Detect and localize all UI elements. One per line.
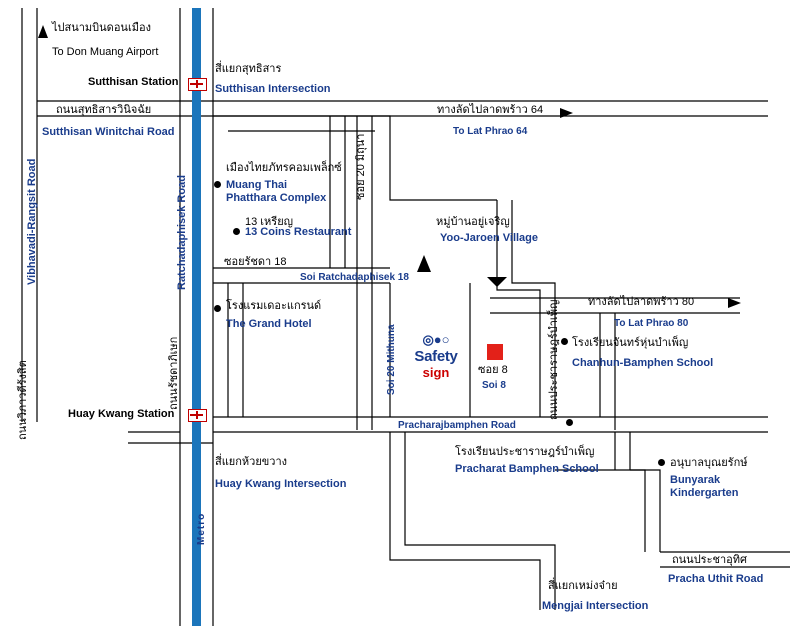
logo-text-safety: Safety — [414, 348, 458, 365]
direction-lat-phrao-80-en: To Lat Phrao 80 — [614, 318, 689, 329]
intersection-mengjai-en: Mengjai Intersection — [542, 600, 649, 612]
station-label-huay-kwang: Huay Kwang Station — [68, 408, 175, 420]
station-marker-huay-kwang — [188, 409, 207, 422]
road-pracharatbamphen-vertical-th: ถนนประชาราษฎร์บำเพ็ญ — [548, 299, 560, 420]
place-bunyarak-th: อนุบาลบุณยรักษ์ — [670, 457, 748, 469]
road-soi-8-th: ซอย 8 — [478, 364, 508, 376]
road-vibhavadi-th: ถนนวิภาวดีรังสิต — [17, 360, 29, 440]
safety-sign-logo — [404, 332, 468, 380]
road-soi-8-en: Soi 8 — [482, 380, 506, 391]
road-vibhavadi-en: Vibhavadi-Rangsit Road — [26, 158, 38, 285]
place-pracharat-th: โรงเรียนประชาราษฎร์บำเพ็ญ — [455, 446, 595, 458]
place-yoo-jaroen-th: หมู่บ้านอยู่เจริญ — [436, 216, 510, 228]
place-bunyarak-en: Bunyarak Kindergarten — [670, 474, 739, 499]
metro-line-label: Metro — [196, 512, 207, 545]
road-sutthisan-winitchai-th: ถนนสุทธิสารวินิจฉัย — [56, 104, 152, 116]
place-yoo-jaroen-en: Yoo-Jaroen Village — [440, 232, 539, 244]
road-soi-ratchada-18-en: Soi Ratchadaphisek 18 — [300, 272, 409, 283]
place-dot-grand-hotel — [214, 305, 221, 312]
road-pracha-uthit-en: Pracha Uthit Road — [668, 573, 764, 585]
road-soi-ratchada-18-th: ซอยรัชดา 18 — [224, 256, 287, 268]
place-dot-chanhun-bamphen — [561, 338, 568, 345]
road-pracharajbamphen-en: Pracharajbamphen Road — [398, 420, 516, 431]
place-grand-hotel-th: โรงแรมเดอะแกรนด์ — [226, 300, 322, 312]
station-marker-sutthisan — [188, 78, 207, 91]
logo-mark-icon: ◎●○ — [422, 332, 450, 347]
intersection-mengjai-th: สี่แยกเหม่งจ๋าย — [548, 580, 618, 592]
logo-text-sign: sign — [422, 365, 450, 380]
place-chanhun-th: โรงเรียนจันทร์หุ่นบำเพ็ญ — [572, 337, 689, 349]
place-13-coins-th: 13 เหรียญ — [245, 216, 294, 228]
place-chanhun-en: Chanhun-Bamphen School — [572, 357, 714, 369]
road-sutthisan-winitchai-en: Sutthisan Winitchai Road — [42, 126, 175, 138]
intersection-huay-kwang-en: Huay Kwang Intersection — [215, 478, 347, 490]
direction-lat-phrao-64-en: To Lat Phrao 64 — [453, 126, 528, 137]
direction-lat-phrao-64-th: ทางลัดไปลาดพร้าว 64 — [437, 104, 544, 116]
place-muang-thai-en: Muang Thai Phatthara Complex — [226, 179, 327, 204]
site-marker — [487, 344, 503, 360]
direction-don-muang-th: ไปสนามบินดอนเมือง — [52, 22, 151, 34]
intersection-sutthisan-en: Sutthisan Intersection — [215, 83, 331, 95]
up-arrow-icon-don-muang — [38, 25, 48, 38]
road-soi-20-mithuna-th: ซอย 20 มิถุนา — [355, 133, 367, 200]
place-muang-thai-th: เมืองไทยภัทรคอมเพล็กซ์ — [226, 162, 342, 174]
place-pracharat-en: Pracharat Bamphen School — [455, 463, 599, 475]
road-soi-20-mithuna-en: Soi 20 Mithuna — [386, 324, 397, 395]
place-dot-muang-thai — [214, 181, 221, 188]
road-pracha-uthit-th: ถนนประชาอุทิศ — [672, 554, 747, 566]
place-dot-13-coins — [233, 228, 240, 235]
place-dot-pracharat-bamphen — [566, 419, 573, 426]
intersection-sutthisan-th: สี่แยกสุทธิสาร — [215, 63, 282, 75]
road-ratchadaphisek-en: Ratchadaphisek Road — [176, 175, 188, 290]
direction-don-muang-en: To Don Muang Airport — [52, 46, 159, 58]
place-grand-hotel-en: The Grand Hotel — [226, 318, 312, 330]
road-ratchadaphisek-th: ถนนรัชดาภิเษก — [168, 336, 180, 410]
place-13-coins-en: 13 Coins Restaurant — [245, 226, 352, 238]
intersection-huay-kwang-th: สี่แยกห้วยขวาง — [215, 456, 288, 468]
station-label-sutthisan: Sutthisan Station — [88, 76, 179, 88]
place-dot-bunyarak — [658, 459, 665, 466]
direction-lat-phrao-80-th: ทางลัดไปลาดพร้าว 80 — [588, 296, 695, 308]
